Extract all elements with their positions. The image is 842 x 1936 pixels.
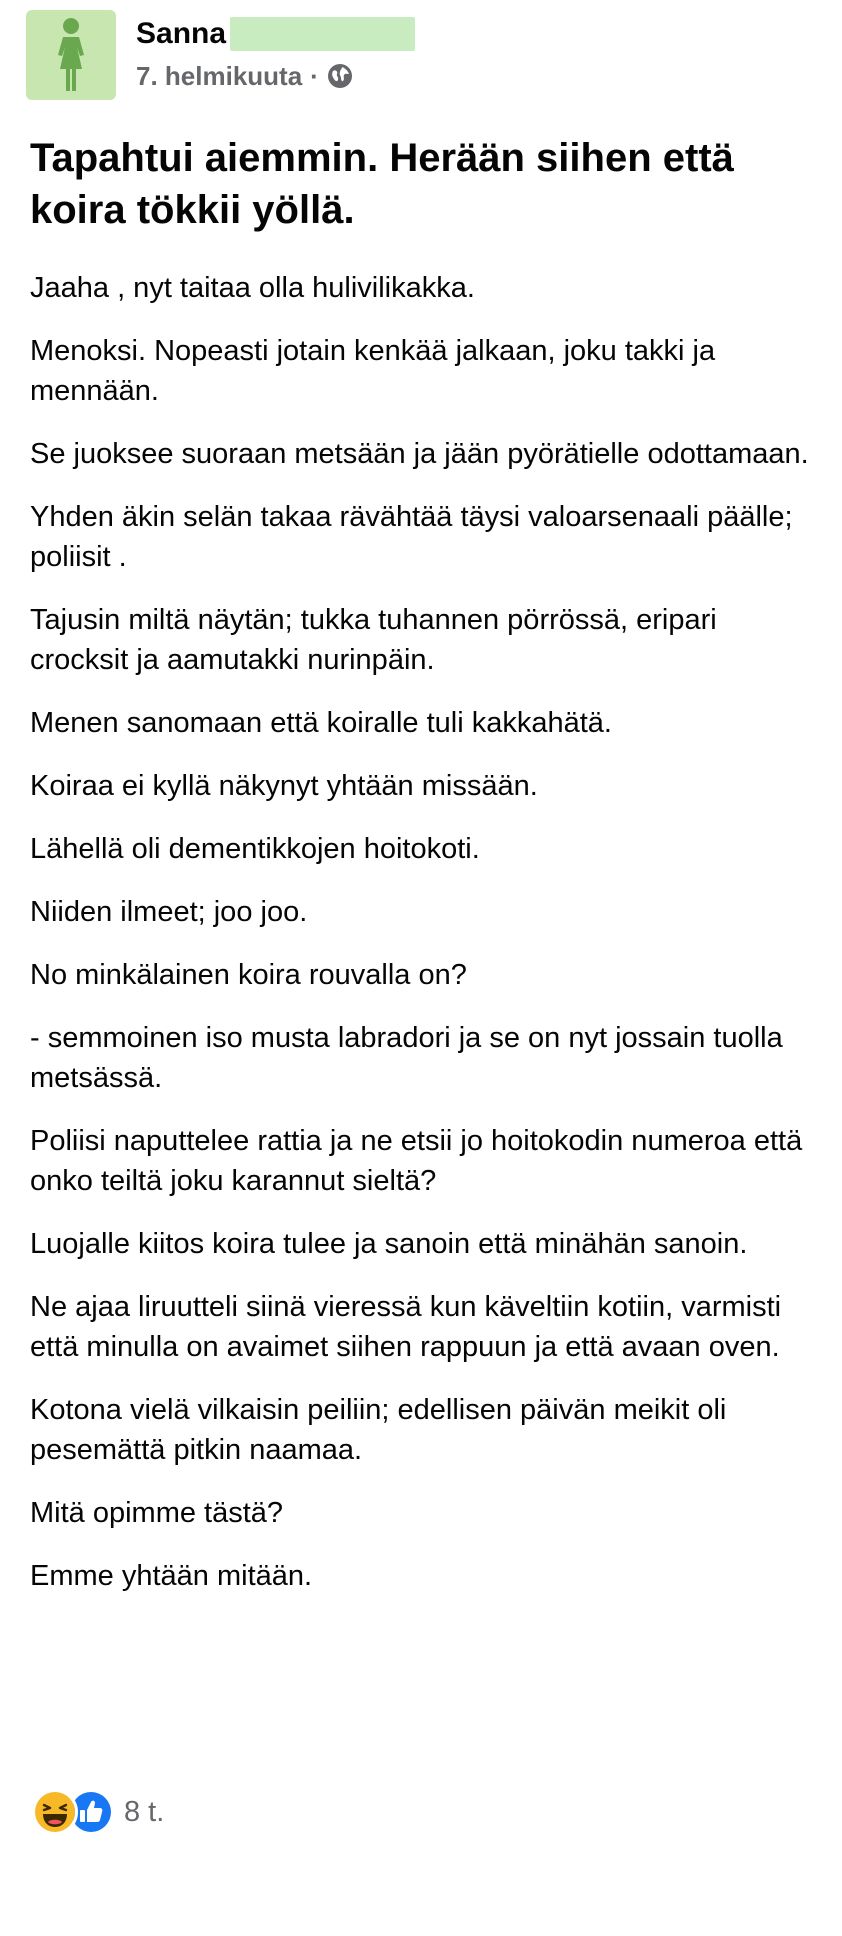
reaction-count[interactable]: 8 t. (124, 1796, 165, 1828)
post-header (26, 10, 415, 100)
avatar[interactable] (26, 10, 116, 100)
post-paragraph: Luojalle kiitos koira tulee ja sanoin että minähän sanoin. (30, 1228, 748, 1260)
post-body (30, 268, 820, 1619)
post-paragraph: Emme yhtään mitään. (30, 1560, 313, 1592)
post-paragraph: Koiraa ei kyllä näkynyt yhtään missään. (30, 770, 538, 802)
post-paragraph: Ne ajaa liruutteli siinä vieressä kun käveltiin kotiin, varmisti että minulla on avaimet siihen rappuun ja että avaan oven. (30, 1291, 790, 1363)
post-paragraph: Menoksi. Nopeasti jotain kenkää jalkaan, joku takki ja mennään. (30, 335, 724, 407)
reaction-icons[interactable] (32, 1789, 114, 1835)
post-paragraph: Kotona vielä vilkaisin peiliin; edellisen päivän meikit oli pesemättä pitkin naamaa. (30, 1394, 735, 1466)
post-paragraph: Niiden ilmeet; joo joo. (30, 896, 308, 928)
post-subtitle (136, 56, 415, 96)
separator-dot: · (310, 61, 319, 91)
post-paragraph: Lähellä oli dementikkojen hoitokoti. (30, 833, 480, 865)
post-meta (136, 10, 415, 96)
post-paragraph: Tajusin miltä näytän; tukka tuhannen pörrössä, eripari crocksit ja aamutakki nurinpäin. (30, 604, 725, 676)
author-name-row (136, 14, 415, 54)
author-name[interactable]: Sanna (136, 17, 227, 50)
post-title: Tapahtui aiemmin. Herään siihen että koira tökkii yöllä. (30, 136, 734, 232)
globe-icon[interactable] (327, 63, 353, 89)
post-paragraph: Menen sanomaan että koiralle tuli kakkahätä. (30, 707, 612, 739)
reactions-bar[interactable] (32, 1790, 164, 1834)
post-paragraph: Jaaha , nyt taitaa olla hulivilikakka. (30, 272, 475, 304)
post-paragraph: Yhden äkin selän takaa rävähtää täysi valoarsenaali päälle; poliisit . (30, 501, 801, 573)
post-paragraph: Se juoksee suoraan metsään ja jään pyörätielle odottamaan. (30, 438, 809, 470)
post-paragraph: Mitä opimme tästä? (30, 1497, 284, 1529)
post-paragraph: - semmoinen iso musta labradori ja se on nyt jossain tuolla metsässä. (30, 1022, 791, 1094)
post-date[interactable]: 7. helmikuuta (136, 61, 303, 91)
haha-reaction-icon[interactable] (32, 1789, 78, 1835)
female-person-icon (51, 17, 91, 93)
post-paragraph: No minkälainen koira rouvalla on? (30, 959, 467, 991)
post-paragraph: Poliisi naputtelee rattia ja ne etsii jo hoitokodin numeroa että onko teiltä joku karannut sieltä? (30, 1125, 811, 1197)
name-redaction (230, 17, 415, 51)
